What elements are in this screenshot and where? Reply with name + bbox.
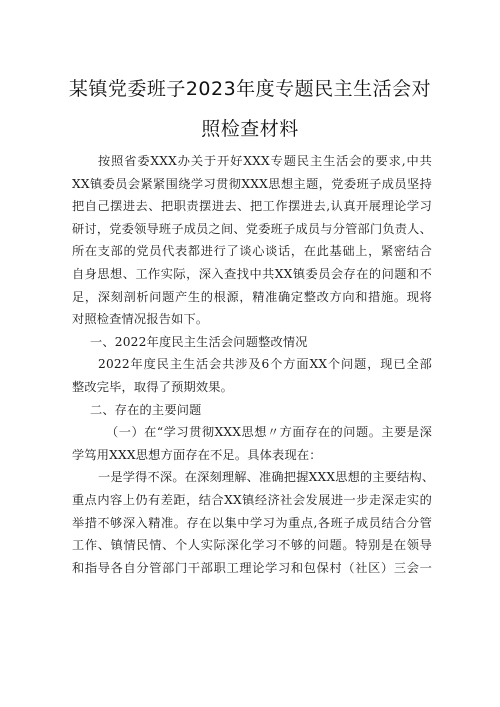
paragraph-line: 对照检查情况报告如下。 [72,312,209,327]
document-title-line-1: 某镇党委班子2023年度专题民主生活会对 [68,78,432,100]
paragraph-line: 和指导各自分管部门干部职工理论学习和包保村（社区）三会一 [72,560,432,575]
paragraph-line: 按照省委XXX办关于开好XXX专题民主生活会的要求,中共 [98,154,432,168]
section-heading: 二、存在的主要问题 [90,402,202,417]
subsection-heading: （一）在“学习贯彻XXX思想〃方面存在的问题。主要是深 [106,425,432,440]
paragraph-line: 所在支部的党员代表都进行了谈心谈话，在此基础上，紧密结合 [72,244,432,259]
paragraph-line: 举措不够深入精准。存在以集中学习为重点,各班子成员结合分管 [72,515,432,530]
paragraph-line: 重点内容上仍有差距，结合XX镇经济社会发展进一步走深走实的 [72,492,432,507]
paragraph-line: 学笃用XXX思想方面存在不足。具体表现在： [72,447,322,462]
paragraph-line: 工作、镇情民情、个人实际深化学习不够的问题。特别是在领导 [72,538,432,553]
paragraph-line: 研讨，党委领导班子成员之间、党委班子成员与分管部门负责人、 [72,221,432,236]
paragraph-line: 自身思想、工作实际，深入查找中共XX镇委员会存在的问题和不 [72,266,432,281]
paragraph-line: 一是学得不深。在深刻理解、准确把握XXX思想的主要结构、 [98,470,435,485]
paragraph-line: 把自己摆进去、把职责摆进去、把工作摆进去,认真开展理论学习 [72,199,432,214]
document-body [72,150,435,579]
paragraph-line: 2022年度民主生活会共涉及6个方面XX个问题，现已全部 [98,357,432,372]
paragraph-line: XX镇委员会紧紧围绕学习贯彻XXX思想主题，党委班子成员坚持 [72,176,432,191]
section-heading: 一、2022年度民主生活会问题整改情况 [90,334,308,349]
document-title-line-2: 照检查材料 [201,118,299,140]
paragraph-line: 整改完毕，取得了预期效果。 [72,379,234,394]
paragraph-line: 足，深刻剖析问题产生的根源，精准确定整改方向和措施。现将 [72,289,432,304]
